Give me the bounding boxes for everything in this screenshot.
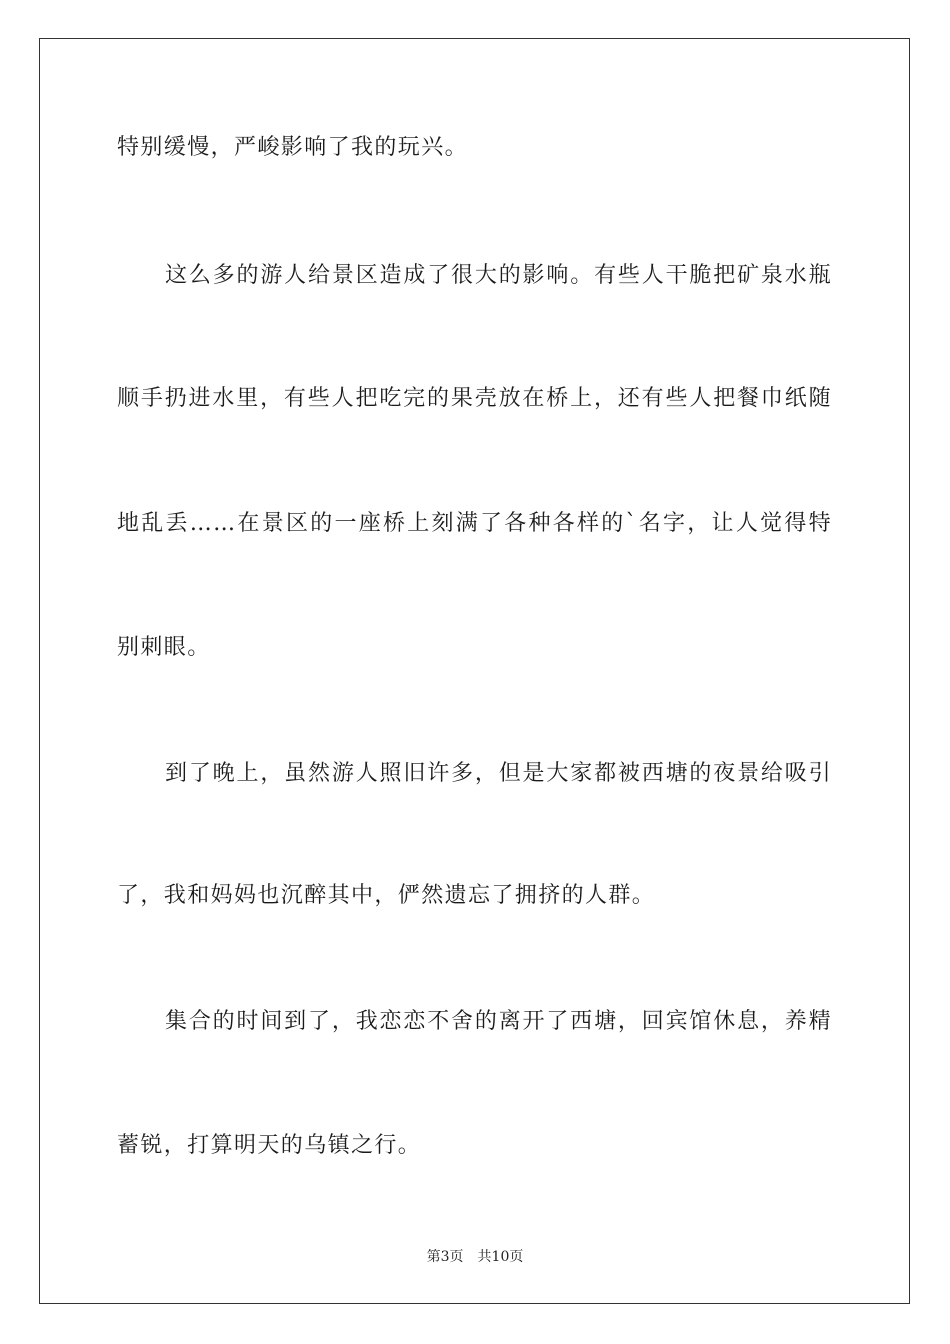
text-line: 别刺眼。: [117, 635, 211, 660]
text-line: 到了晚上，虽然游人照旧许多，但是大家都被西塘的夜景给吸引: [165, 761, 832, 786]
text-line: 地乱丢……在景区的一座桥上刻满了各种各样的`名字，让人觉得特: [117, 511, 832, 536]
page-frame: [39, 38, 910, 1304]
text-line: 了，我和妈妈也沉醉其中，俨然遗忘了拥挤的人群。: [117, 883, 656, 908]
page-total: 共10页: [477, 1249, 524, 1265]
text-line: 顺手扔进水里，有些人把吃完的果壳放在桥上，还有些人把餐巾纸随: [117, 386, 832, 411]
text-line: 蓄锐，打算明天的乌镇之行。: [117, 1133, 422, 1158]
text-line: 特别缓慢，严峻影响了我的玩兴。: [117, 135, 469, 160]
text-line: 这么多的游人给景区造成了很大的影响。有些人干脆把矿泉水瓶: [165, 263, 832, 288]
page-footer: [0, 1247, 950, 1267]
page-number: 第3页: [426, 1249, 464, 1265]
text-line: 集合的时间到了，我恋恋不舍的离开了西塘，回宾馆休息，养精: [165, 1009, 832, 1034]
